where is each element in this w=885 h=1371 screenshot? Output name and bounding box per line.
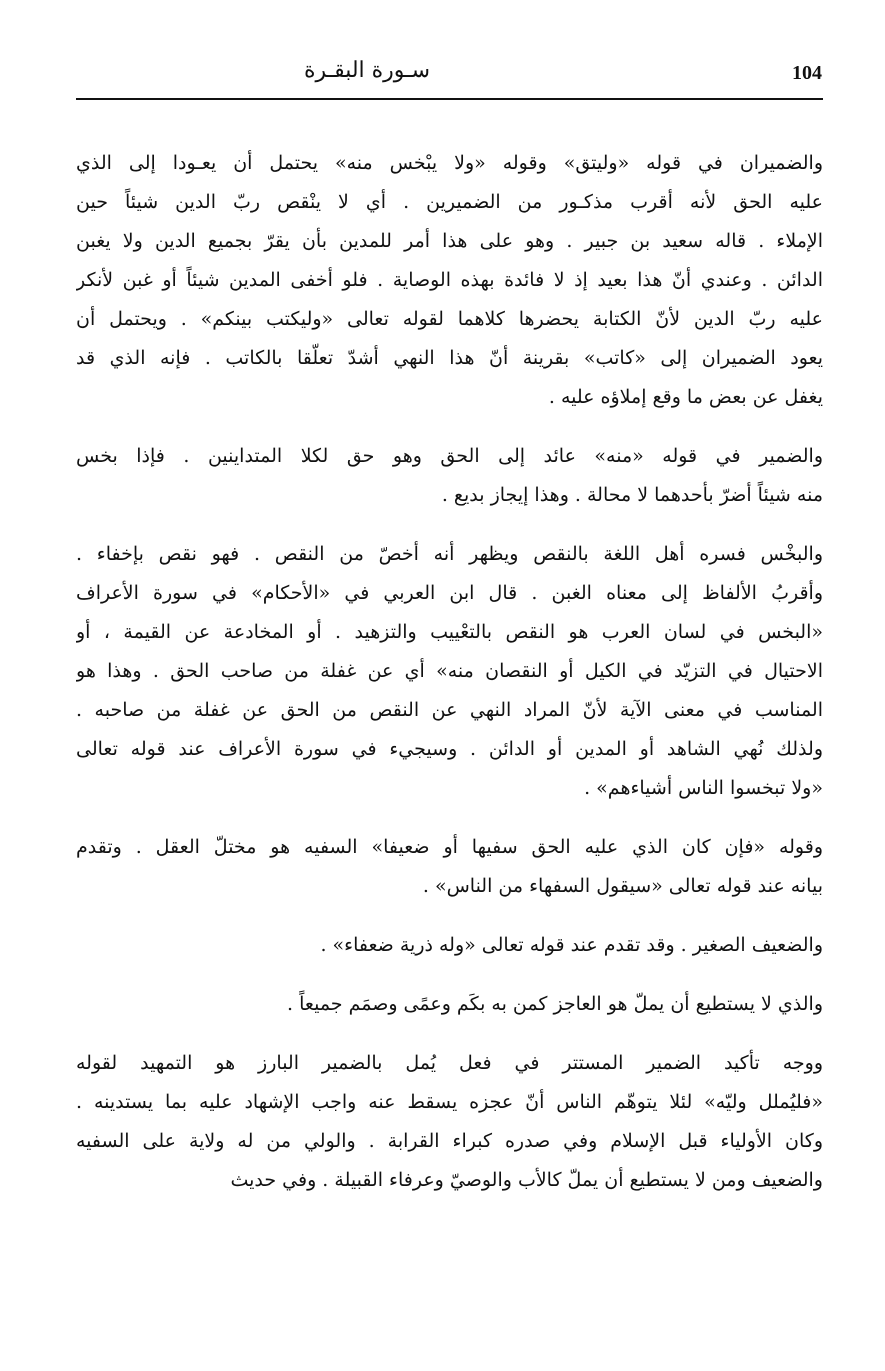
text-line: منه شيئاً أضرّ بأحدهما لا محالة . وهذا إيجاز بديع .	[441, 484, 823, 506]
text-line: والضعيف الصغير . وقد تقدم عند قوله تعالى «وله ذرية ضعفاء» .	[320, 934, 823, 956]
text-line: عليه الحق لأنه أقرب مذكـور من الضميرين . أي لا ينْقص ربّ الدين شيئاً حين	[76, 191, 823, 213]
text-line: الإملاء . قاله سعيد بن جبير . وهو على هذا أمر للمدين بأن يقرّ بجميع الدين ولا يغبن	[76, 230, 823, 252]
text-line: يغفل عن بعض ما وقع إملاؤه عليه .	[548, 386, 823, 408]
text-line: ولذلك نُهي الشاهد أو المدين أو الدائن . وسيجيء في سورة الأعراف عند قوله تعالى	[76, 738, 823, 760]
paragraph	[76, 1044, 823, 1200]
paragraph	[76, 926, 823, 965]
page-number: 104	[792, 62, 822, 84]
text-line: وقوله «فإن كان الذي عليه الحق سفيها أو ضعيفا» السفيه هو مختلّ العقل . وتقدم	[76, 836, 823, 858]
text-line: الاحتيال في التزيّد في الكيل أو النقصان منه» أي عن غفلة من صاحب الحق . وهذا هو	[76, 660, 823, 682]
text-line: الدائن . وعندي أنّ هذا بعيد إذ لا فائدة بهذه الوصاية . فلو أخفى المدين شيئاً أو غبن لأنكر	[76, 269, 823, 291]
text-line: المناسب في معنى الآية لأنّ المراد النهي عن النقص من الحق عن غفلة من صاحبه .	[76, 699, 823, 721]
text-line: بيانه عند قوله تعالى «سيقول السفهاء من الناس» .	[422, 875, 823, 897]
text-line: «البخس في لسان العرب هو النقص بالتعْييب والتزهيد . أو المخادعة عن القيمة ، أو	[76, 621, 823, 643]
text-line: وكان الأولياء قبل الإسلام وفي صدره كبراء القرابة . والولي من له ولاية على السفيه	[76, 1130, 823, 1152]
paragraph	[76, 985, 823, 1024]
text-line: والذي لا يستطيع أن يملّ هو العاجز كمن به بكَم وعمًى وصمَم جميعاً .	[287, 993, 823, 1015]
page-body	[76, 144, 823, 1220]
text-line: والضعيف ومن لا يستطيع أن يملّ كالأب والوصيّ وعرفاء القبيلة . وفي حديث	[230, 1169, 823, 1191]
text-line: ووجه تأكيد الضمير المستتر في فعل يُمل بالضمير البارز هو التمهيد لقوله	[76, 1052, 823, 1074]
text-line: والبخْس فسره أهل اللغة بالنقص ويظهر أنه أخصّ من النقص . فهو نقص بإخفاء .	[76, 543, 823, 565]
text-line: يعود الضميران إلى «كاتب» بقرينة أنّ هذا النهي أشدّ تعلّقا بالكاتب . فإنه الذي قد	[76, 347, 823, 369]
text-line: عليه ربّ الدين لأنّ الكتابة يحضرها كلاهما لقوله تعالى «وليكتب بينكم» . ويحتمل أن	[76, 308, 823, 330]
text-line: والضميران في قوله «وليتق» وقوله «ولا يبْخس منه» يحتمل أن يعـودا إلى الذي	[76, 152, 823, 174]
page-header	[76, 58, 823, 94]
paragraph	[76, 144, 823, 417]
text-line: «فليُملل وليّه» لئلا يتوهّم الناس أنّ عجزه يسقط عنه واجب الإشهاد عليه بما يستدينه .	[76, 1091, 823, 1113]
paragraph	[76, 828, 823, 906]
paragraph	[76, 535, 823, 808]
text-line: «ولا تبخسوا الناس أشياءهم» .	[584, 777, 823, 799]
paragraph	[76, 437, 823, 515]
running-title: سـورة البقـرة	[303, 58, 431, 83]
text-line: وأقربُ الألفاظ إلى معناه الغبن . قال ابن العربي في «الأحكام» في سورة الأعراف	[76, 582, 823, 604]
header-divider	[76, 98, 823, 100]
text-line: والضمير في قوله «منه» عائد إلى الحق وهو حق لكلا المتداينين . فإذا بخس	[76, 445, 823, 467]
